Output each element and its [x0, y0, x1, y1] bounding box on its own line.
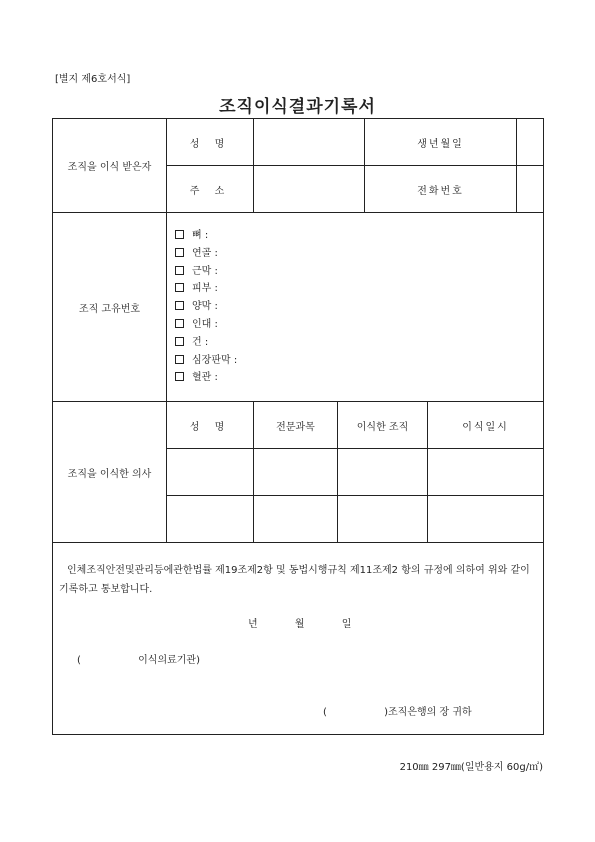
- doctor-name-field[interactable]: [167, 449, 254, 496]
- tissue-item: 인대 :: [175, 316, 543, 334]
- recipient-dob-field[interactable]: [517, 119, 544, 166]
- page-title: 조직이식결과기록서: [219, 97, 376, 117]
- day-label: 일: [341, 619, 352, 630]
- tissue-item: 피부 :: [175, 280, 543, 298]
- recipient-section-label: 조직을 이식 받은자: [53, 119, 167, 213]
- doctor-name-field[interactable]: [167, 496, 254, 543]
- doctor-name-label: 성 명: [167, 402, 254, 449]
- doctor-section-label: 조직을 이식한 의사: [53, 402, 167, 543]
- checkbox-icon[interactable]: [175, 283, 184, 292]
- recipient-address-label: 주 소: [167, 166, 254, 213]
- doctor-specialty-field[interactable]: [254, 496, 338, 543]
- doctor-tissue-field[interactable]: [338, 496, 428, 543]
- notice-section: [53, 543, 544, 735]
- tissue-section-label: 조직 고유번호: [53, 213, 167, 402]
- tissue-item: 양막 :: [175, 298, 543, 316]
- doctor-specialty-label: 전문과목: [254, 402, 338, 449]
- recipient-phone-field[interactable]: [517, 166, 544, 213]
- tissue-item: 근막 :: [175, 263, 543, 281]
- doctor-specialty-field[interactable]: [254, 449, 338, 496]
- doctor-date-field[interactable]: [428, 496, 544, 543]
- tissue-item: 연골 :: [175, 245, 543, 263]
- doctor-tissue-field[interactable]: [338, 449, 428, 496]
- paper-spec-footer: 210㎜ 297㎜(일반용지 60g/㎡): [399, 762, 543, 773]
- institution-line: ( 이식의료기관): [77, 655, 200, 666]
- recipient-dob-label: 생년월일: [365, 119, 517, 166]
- doctor-date-label: 이식일시: [428, 402, 544, 449]
- checkbox-icon[interactable]: [175, 248, 184, 257]
- doctor-tissue-label: 이식한 조직: [338, 402, 428, 449]
- date-line: [248, 615, 385, 630]
- year-label: 년: [248, 619, 258, 630]
- doctor-date-field[interactable]: [428, 449, 544, 496]
- tissue-item: 뼈 :: [175, 227, 543, 245]
- checkbox-icon[interactable]: [175, 372, 184, 381]
- recipient-name-field[interactable]: [254, 119, 365, 166]
- month-label: 월: [294, 619, 305, 630]
- checkbox-icon[interactable]: [175, 230, 184, 239]
- tissue-item: 건 :: [175, 334, 543, 352]
- recipient-address-field[interactable]: [254, 166, 365, 213]
- record-form-table: [52, 118, 544, 735]
- recipient-phone-label: 전화번호: [365, 166, 517, 213]
- recipient-name-label: 성 명: [167, 119, 254, 166]
- checkbox-icon[interactable]: [175, 266, 184, 275]
- checkbox-icon[interactable]: [175, 301, 184, 310]
- notice-text: 인체조직안전및관리등에관한법률 제19조제2항 및 동법시행규칙 제11조제2 항의 규정에 의하여 위와 같이 기록하고 통보합니다.: [59, 565, 530, 595]
- tissue-bank-line: ( )조직은행의 장 귀하: [323, 707, 472, 718]
- tissue-item: 혈관 :: [175, 369, 543, 387]
- checkbox-icon[interactable]: [175, 355, 184, 364]
- tissue-item: 심장판막 :: [175, 352, 543, 370]
- tissue-list: [167, 213, 544, 402]
- form-number: [별지 제6호서식]: [55, 74, 131, 85]
- checkbox-icon[interactable]: [175, 337, 184, 346]
- checkbox-icon[interactable]: [175, 319, 184, 328]
